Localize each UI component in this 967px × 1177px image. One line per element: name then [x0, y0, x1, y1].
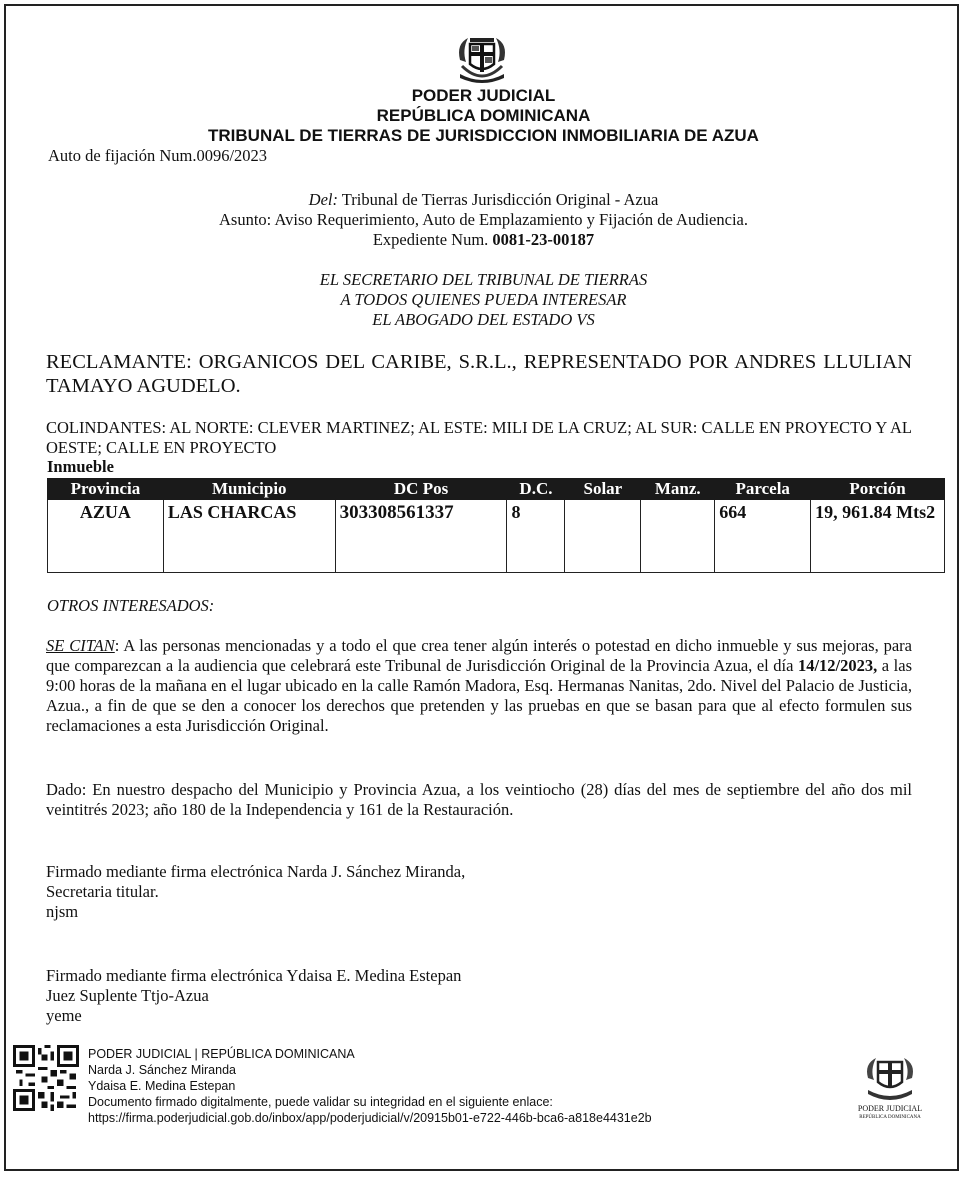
- header-line-3: TRIBUNAL DE TIERRAS DE JURISDICCION INMOBILIARIA DE AZUA: [208, 126, 759, 145]
- firma-1-block: [46, 862, 465, 922]
- cell-manz: [641, 500, 715, 573]
- auto-number: Auto de fijación Num.0096/2023: [48, 146, 268, 165]
- firma-2-block: [46, 966, 461, 1026]
- se-citan-paragraph: [46, 636, 912, 736]
- cell-parcela: 664: [715, 500, 811, 573]
- table-row: [48, 500, 945, 573]
- col-header-porcion: Porción: [811, 479, 945, 500]
- del-line: [0, 190, 967, 210]
- asunto-line: Asunto: Aviso Requerimiento, Auto de Emplazamiento y Fijación de Audiencia.: [219, 210, 748, 229]
- col-header-dc: D.C.: [507, 479, 565, 500]
- firma-2-line-3: yeme: [46, 1006, 82, 1025]
- seal-caption-line-2: REPÚBLICA DOMINICANA: [859, 1115, 921, 1120]
- footer-line-3: Ydaisa E. Medina Estepan: [88, 1079, 236, 1093]
- se-citan-text-1: : A las personas mencionadas y a todo el que crea tener algún interés o potestad en dicho inmueble y sus mejoras, para que comparezcan a la audiencia que celebrará este Tribunal de Jurisdicción Original de la Provincia Azua, el día: [46, 636, 912, 675]
- inmueble-label: Inmueble: [47, 457, 114, 476]
- cell-solar: [565, 500, 641, 573]
- validation-link[interactable]: https://firma.poderjudicial.gob.do/inbox/app/poderjudicial/v/20915b01-e722-446b-bca6-a818e4431e2b: [88, 1111, 652, 1125]
- expediente-number: 0081-23-00187: [492, 230, 595, 249]
- secretario-line-1: EL SECRETARIO DEL TRIBUNAL DE TIERRAS: [319, 270, 648, 289]
- seal-caption-line-1: PODER JUDICIAL: [857, 1104, 923, 1113]
- del-label: Del:: [308, 190, 338, 209]
- col-header-municipio: Municipio: [163, 479, 335, 500]
- col-header-manz: Manz.: [641, 479, 715, 500]
- col-header-parcela: Parcela: [715, 479, 811, 500]
- qr-code-icon: [10, 1045, 82, 1111]
- expediente-line: [0, 230, 967, 250]
- header-line-1: PODER JUDICIAL: [411, 86, 556, 105]
- se-citan-text-2: a las 9:00 horas de la mañana en el lugar ubicado en la calle Ramón Madora, Esq. Hermanas Nanitas, 2do. Nivel del Palacio de Justicia, Azua., a fin de que se den a conocer los derechos que pretenden y las pruebas en que se basan para que al efecto formulen sus reclamaciones a esta Jurisdicción Original.: [46, 656, 912, 735]
- cell-provincia: AZUA: [48, 500, 164, 573]
- col-header-solar: Solar: [565, 479, 641, 500]
- secretario-line-3: EL ABOGADO DEL ESTADO VS: [372, 310, 595, 329]
- reclamante-paragraph: RECLAMANTE: ORGANICOS DEL CARIBE, S.R.L., REPRESENTADO POR ANDRES LLULIAN TAMAYO AGUDELO.: [46, 351, 912, 397]
- footer-block: [88, 1046, 652, 1126]
- firma-2-line-1: Firmado mediante firma electrónica Ydaisa E. Medina Estepan: [46, 966, 462, 985]
- coat-of-arms-icon: [452, 30, 512, 86]
- secretario-line-2: A TODOS QUIENES PUEDA INTERESAR: [340, 290, 627, 309]
- cell-dc-pos: 303308561337: [335, 500, 507, 573]
- col-header-dc-pos: DC Pos: [335, 479, 507, 500]
- expediente-label: Expediente Num.: [372, 230, 493, 249]
- firma-2-line-2: Juez Suplente Ttjo-Azua: [46, 986, 209, 1005]
- cell-municipio: LAS CHARCAS: [163, 500, 335, 573]
- table-header-row: [48, 479, 945, 500]
- seal-caption: [852, 1104, 928, 1122]
- footer-line-1: PODER JUDICIAL | REPÚBLICA DOMINICANA: [88, 1047, 355, 1061]
- del-text: Tribunal de Tierras Jurisdicción Original - Azua: [337, 190, 659, 209]
- hearing-date: 14/12/2023,: [797, 656, 878, 675]
- firma-1-line-3: njsm: [46, 902, 79, 921]
- cell-porcion: 19, 961.84 Mts2: [811, 500, 945, 573]
- footer-line-2: Narda J. Sánchez Miranda: [88, 1063, 236, 1077]
- footer-line-4: Documento firmado digitalmente, puede validar su integridad en el siguiente enlace:: [88, 1095, 553, 1109]
- otros-interesados: OTROS INTERESADOS:: [47, 596, 215, 615]
- inmueble-table: [47, 478, 945, 573]
- cell-dc: 8: [507, 500, 565, 573]
- firma-1-line-1: Firmado mediante firma electrónica Narda J. Sánchez Miranda,: [46, 862, 466, 881]
- colindantes-paragraph: COLINDANTES: AL NORTE: CLEVER MARTINEZ; AL ESTE: MILI DE LA CRUZ; AL SUR: CALLE EN PROYECTO Y AL OESTE; CALLE EN PROYECTO: [46, 418, 912, 457]
- header-line-2: REPÚBLICA DOMINICANA: [376, 106, 591, 125]
- firma-1-line-2: Secretaria titular.: [46, 882, 159, 901]
- dado-paragraph: Dado: En nuestro despacho del Municipio y Provincia Azua, a los veintiocho (28) días del mes de septiembre del año dos mil veintitrés 2023; año 180 de la Independencia y 161 de la Restauración.: [46, 780, 912, 819]
- se-citan-label: SE CITAN: [46, 636, 115, 655]
- col-header-provincia: Provincia: [48, 479, 164, 500]
